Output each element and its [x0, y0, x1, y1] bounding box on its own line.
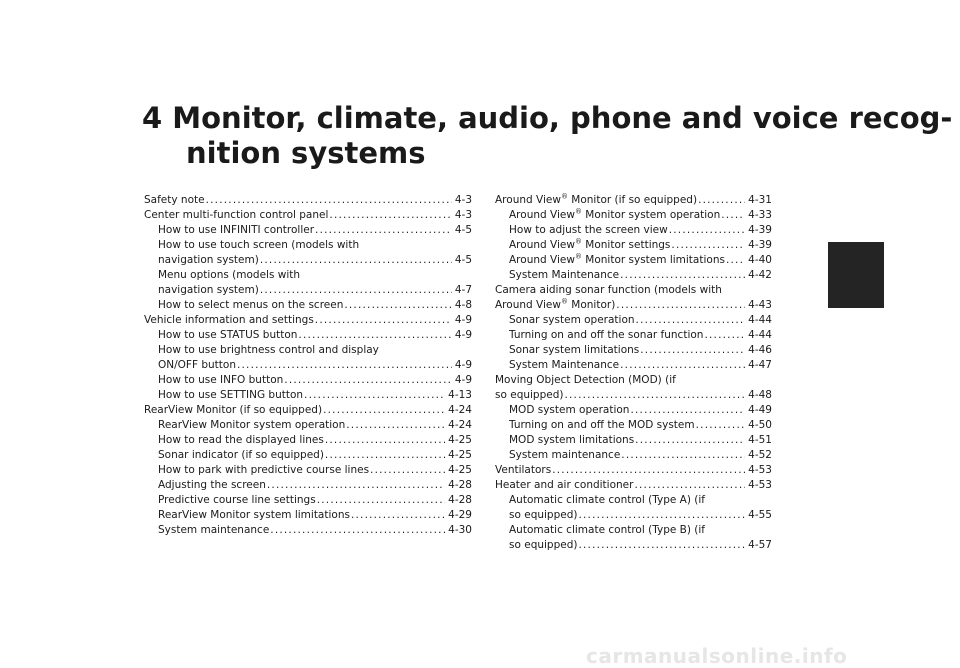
toc-entry-title: Sonar system operation [509, 314, 635, 326]
toc-entry[interactable] [495, 313, 772, 328]
toc-entry-title: Around View® Monitor system limitations [509, 253, 725, 266]
toc-page-number: 4-24 [448, 404, 472, 416]
toc-page-number: 4-42 [748, 269, 772, 281]
toc-entry-title: Automatic climate control (Type B) (if [509, 524, 706, 536]
toc-page-number: 4-39 [748, 224, 772, 236]
toc-entry-line [158, 433, 472, 448]
toc-page-number: 4-5 [454, 224, 472, 236]
dot-leader [616, 298, 745, 313]
toc-page-number: 4-52 [748, 449, 772, 461]
toc-entry-line [495, 283, 772, 298]
toc-entry-title: so equipped) [509, 509, 578, 521]
toc-entry-title: Sonar indicator (if so equipped) [158, 449, 324, 461]
toc-page-number: 4-13 [448, 389, 472, 401]
toc-entry-line [158, 253, 472, 268]
dot-leader [325, 433, 445, 448]
toc-page-number: 4-7 [454, 284, 472, 296]
toc-entry[interactable] [495, 283, 772, 313]
toc-entry[interactable] [495, 208, 772, 223]
toc-entry-line [509, 448, 772, 463]
toc-entry[interactable] [144, 448, 472, 463]
toc-entry-title: RearView Monitor system limitations [158, 509, 350, 521]
toc-entry-line [495, 298, 772, 313]
toc-entry-line [509, 538, 772, 553]
toc-entry[interactable] [144, 463, 472, 478]
toc-entry-line [509, 208, 772, 223]
toc-entry[interactable] [144, 193, 472, 208]
toc-entry-title: so equipped) [509, 539, 578, 551]
toc-entry-title: Automatic climate control (Type A) (if [509, 494, 705, 506]
toc-entry[interactable] [495, 493, 772, 523]
toc-page-number: 4-3 [454, 209, 472, 221]
toc-entry-title: Turning on and off the MOD system [509, 419, 695, 431]
toc-page-number: 4-50 [748, 419, 772, 431]
toc-page-number: 4-29 [448, 509, 472, 521]
toc-page-number: 4-44 [748, 329, 772, 341]
toc-page-number: 4-53 [748, 464, 772, 476]
dot-leader [552, 463, 745, 478]
watermark: carmanualsonline.info [586, 644, 848, 668]
dot-leader [329, 208, 451, 223]
toc-entry-title: Vehicle information and settings [144, 314, 314, 326]
toc-page-number: 4-33 [748, 209, 772, 221]
dot-leader [620, 268, 745, 283]
toc-page-number: 4-8 [454, 299, 472, 311]
toc-entry-title: MOD system limitations [509, 434, 635, 446]
toc-entry[interactable] [495, 328, 772, 343]
chapter-title-line-2: nition systems [186, 136, 426, 170]
toc-entry[interactable] [495, 478, 772, 493]
toc-entry-line [158, 343, 472, 358]
toc-entry-title: How to use SETTING button [158, 389, 304, 401]
toc-page-number: 4-49 [748, 404, 772, 416]
toc-page-number: 4-30 [448, 524, 472, 536]
toc-page-number: 4-25 [448, 449, 472, 461]
toc-entry[interactable] [495, 223, 772, 238]
dot-leader [304, 388, 445, 403]
toc-entry-line [158, 478, 472, 493]
toc-entry-line [158, 223, 472, 238]
toc-entry[interactable] [144, 343, 472, 373]
toc-entry-title: RearView Monitor (if so equipped) [144, 404, 323, 416]
dot-leader [578, 508, 745, 523]
chapter-title [142, 101, 953, 171]
toc-entry-line [509, 223, 772, 238]
dot-leader [698, 193, 745, 208]
dot-leader [634, 478, 745, 493]
toc-page-number: 4-5 [454, 254, 472, 266]
toc-entry-title: How to read the displayed lines [158, 434, 324, 446]
toc-entry-title: How to use INFINITI controller [158, 224, 315, 236]
toc-entry[interactable] [144, 298, 472, 313]
toc-entry[interactable] [144, 508, 472, 523]
toc-entry[interactable] [144, 478, 472, 493]
toc-entry-line [509, 493, 772, 508]
toc-entry-title: System maintenance [509, 449, 621, 461]
toc-entry[interactable] [144, 208, 472, 223]
dot-leader [260, 283, 452, 298]
toc-entry-line [509, 508, 772, 523]
toc-entry-title: How to use brightness control and display [158, 344, 379, 356]
toc-page-number: 4-43 [748, 299, 772, 311]
toc-entry-line [158, 373, 472, 388]
dot-leader [346, 418, 445, 433]
toc-entry-line [509, 403, 772, 418]
toc-entry[interactable] [495, 358, 772, 373]
dot-leader [640, 343, 745, 358]
toc-page-number: 4-44 [748, 314, 772, 326]
toc-entry-title: RearView Monitor system operation [158, 419, 346, 431]
toc-entry-title: Predictive course line settings [158, 494, 316, 506]
toc-entry-line [158, 268, 472, 283]
toc-page-number: 4-53 [748, 479, 772, 491]
toc-entry[interactable] [144, 313, 472, 328]
dot-leader [370, 463, 445, 478]
toc-entry-title: Moving Object Detection (MOD) (if [495, 374, 676, 386]
toc-entry[interactable] [495, 418, 772, 433]
toc-entry-line [495, 373, 772, 388]
dot-leader [284, 373, 452, 388]
toc-entry[interactable] [144, 403, 472, 418]
toc-entry-title: System maintenance [158, 524, 270, 536]
toc-entry[interactable] [144, 268, 472, 298]
toc-page-number: 4-48 [748, 389, 772, 401]
toc-entry-title: navigation system) [158, 284, 259, 296]
toc-page-number: 4-57 [748, 539, 772, 551]
dot-leader [669, 223, 745, 238]
toc-entry-title: How to park with predictive course lines [158, 464, 370, 476]
toc-entry-line [158, 448, 472, 463]
toc-entry-line [158, 523, 472, 538]
toc-entry-title: System Maintenance [509, 359, 620, 371]
toc-page-number: 4-9 [454, 374, 472, 386]
dot-leader [344, 298, 451, 313]
toc-entry[interactable] [144, 223, 472, 238]
toc-entry-line [158, 388, 472, 403]
toc-page-number: 4-51 [748, 434, 772, 446]
dot-leader [315, 313, 452, 328]
toc-page-number: 4-24 [448, 419, 472, 431]
toc-entry-title: System Maintenance [509, 269, 620, 281]
toc-entry-title: How to adjust the screen view [509, 224, 668, 236]
dot-leader [298, 328, 451, 343]
toc-entry-line [158, 508, 472, 523]
dot-leader [620, 358, 745, 373]
dot-leader [267, 478, 445, 493]
toc-entry-title: Around View® Monitor system operation [509, 208, 721, 221]
toc-page-number: 4-31 [748, 194, 772, 206]
toc-entry-title: Around View® Monitor settings [509, 238, 671, 251]
toc-entry-line [158, 418, 472, 433]
toc-entry-line [495, 478, 772, 493]
toc-entry-title: Safety note [144, 194, 205, 206]
toc-entry-line [158, 463, 472, 478]
toc-entry-title: Around View® Monitor (if so equipped) [495, 193, 698, 206]
toc-page-number: 4-46 [748, 344, 772, 356]
toc-entry-title: Ventilators [495, 464, 552, 476]
toc-entry[interactable] [144, 373, 472, 388]
toc-left-column [144, 193, 472, 538]
toc-entry-title: Menu options (models with [158, 269, 301, 281]
toc-entry-line [495, 193, 772, 208]
toc-page-number: 4-9 [454, 359, 472, 371]
dot-leader [636, 313, 746, 328]
dot-leader [270, 523, 445, 538]
toc-page-number: 4-25 [448, 464, 472, 476]
toc-entry-title: Turning on and off the sonar function [509, 329, 704, 341]
toc-entry-title: navigation system) [158, 254, 259, 266]
toc-entry-title: How to use STATUS button [158, 329, 298, 341]
toc-entry[interactable] [495, 193, 772, 208]
toc-entry[interactable] [144, 418, 472, 433]
toc-entry-line [144, 403, 472, 418]
toc-page-number: 4-28 [448, 479, 472, 491]
dot-leader [696, 418, 746, 433]
dot-leader [351, 508, 445, 523]
toc-page-number: 4-55 [748, 509, 772, 521]
toc-entry[interactable] [495, 268, 772, 283]
dot-leader [315, 223, 452, 238]
toc-entry[interactable] [495, 238, 772, 253]
toc-entry-title: How to select menus on the screen [158, 299, 344, 311]
toc-entry[interactable] [144, 523, 472, 538]
toc-entry-title: How to use touch screen (models with [158, 239, 360, 251]
toc-page-number: 4-9 [454, 314, 472, 326]
toc-entry-line [509, 418, 772, 433]
toc-page-number: 4-39 [748, 239, 772, 251]
toc-entry-line [509, 313, 772, 328]
toc-entry-line [509, 253, 772, 268]
toc-page-number: 4-3 [454, 194, 472, 206]
toc-entry-title: Sonar system limitations [509, 344, 640, 356]
toc-entry[interactable] [495, 343, 772, 358]
dot-leader [704, 328, 745, 343]
toc-entry-line [495, 388, 772, 403]
toc-entry-line [158, 358, 472, 373]
toc-page-number: 4-28 [448, 494, 472, 506]
toc-entry-line [158, 238, 472, 253]
toc-entry-title: How to use INFO button [158, 374, 284, 386]
toc-entry-line [509, 343, 772, 358]
toc-entry[interactable] [495, 448, 772, 463]
dot-leader [630, 403, 745, 418]
toc-entry-line [144, 208, 472, 223]
dot-leader [564, 388, 745, 403]
dot-leader [260, 253, 452, 268]
toc-entry[interactable] [144, 493, 472, 508]
dot-leader [671, 238, 745, 253]
toc-entry-line [158, 493, 472, 508]
toc-page-number: 4-47 [748, 359, 772, 371]
toc-entry-line [158, 298, 472, 313]
toc-page-number: 4-40 [748, 254, 772, 266]
toc-entry-line [509, 358, 772, 373]
toc-entry-title: ON/OFF button [158, 359, 236, 371]
toc-entry-line [509, 268, 772, 283]
toc-entry[interactable] [495, 253, 772, 268]
toc-entry-line [509, 523, 772, 538]
toc-entry-line [158, 328, 472, 343]
toc-entry-line [144, 313, 472, 328]
chapter-thumb-tab [828, 242, 884, 308]
toc-entry-title: so equipped) [495, 389, 564, 401]
toc-entry-title: Camera aiding sonar function (models with [495, 284, 722, 296]
toc-entry-line [509, 433, 772, 448]
dot-leader [578, 538, 745, 553]
toc-entry-line [509, 238, 772, 253]
dot-leader [635, 433, 745, 448]
toc-entry-line [158, 283, 472, 298]
toc-entry-title: MOD system operation [509, 404, 630, 416]
toc-right-column [495, 193, 772, 553]
toc-entry[interactable] [144, 388, 472, 403]
dot-leader [237, 358, 452, 373]
toc-entry-title: Adjusting the screen [158, 479, 266, 491]
toc-entry[interactable] [144, 238, 472, 268]
chapter-title-line-1: 4 Monitor, climate, audio, phone and voice recog- [142, 101, 953, 135]
toc-entry-line [144, 193, 472, 208]
toc-entry-line [509, 328, 772, 343]
dot-leader [317, 493, 445, 508]
dot-leader [206, 193, 452, 208]
toc-page-number: 4-25 [448, 434, 472, 446]
toc-entry-title: Heater and air conditioner [495, 479, 634, 491]
dot-leader [325, 448, 445, 463]
dot-leader [621, 448, 745, 463]
toc-entry-title: Center multi-function control panel [144, 209, 329, 221]
dot-leader [726, 253, 745, 268]
toc-entry[interactable] [495, 463, 772, 478]
toc-entry[interactable] [144, 328, 472, 343]
toc-entry-line [495, 463, 772, 478]
toc-page-number: 4-9 [454, 329, 472, 341]
toc-entry[interactable] [495, 433, 772, 448]
dot-leader [323, 403, 445, 418]
toc-entry[interactable] [495, 403, 772, 418]
dot-leader [721, 208, 745, 223]
toc-entry-title: Around View® Monitor) [495, 298, 616, 311]
toc-entry[interactable] [495, 523, 772, 553]
toc-entry[interactable] [144, 433, 472, 448]
toc-entry[interactable] [495, 373, 772, 403]
